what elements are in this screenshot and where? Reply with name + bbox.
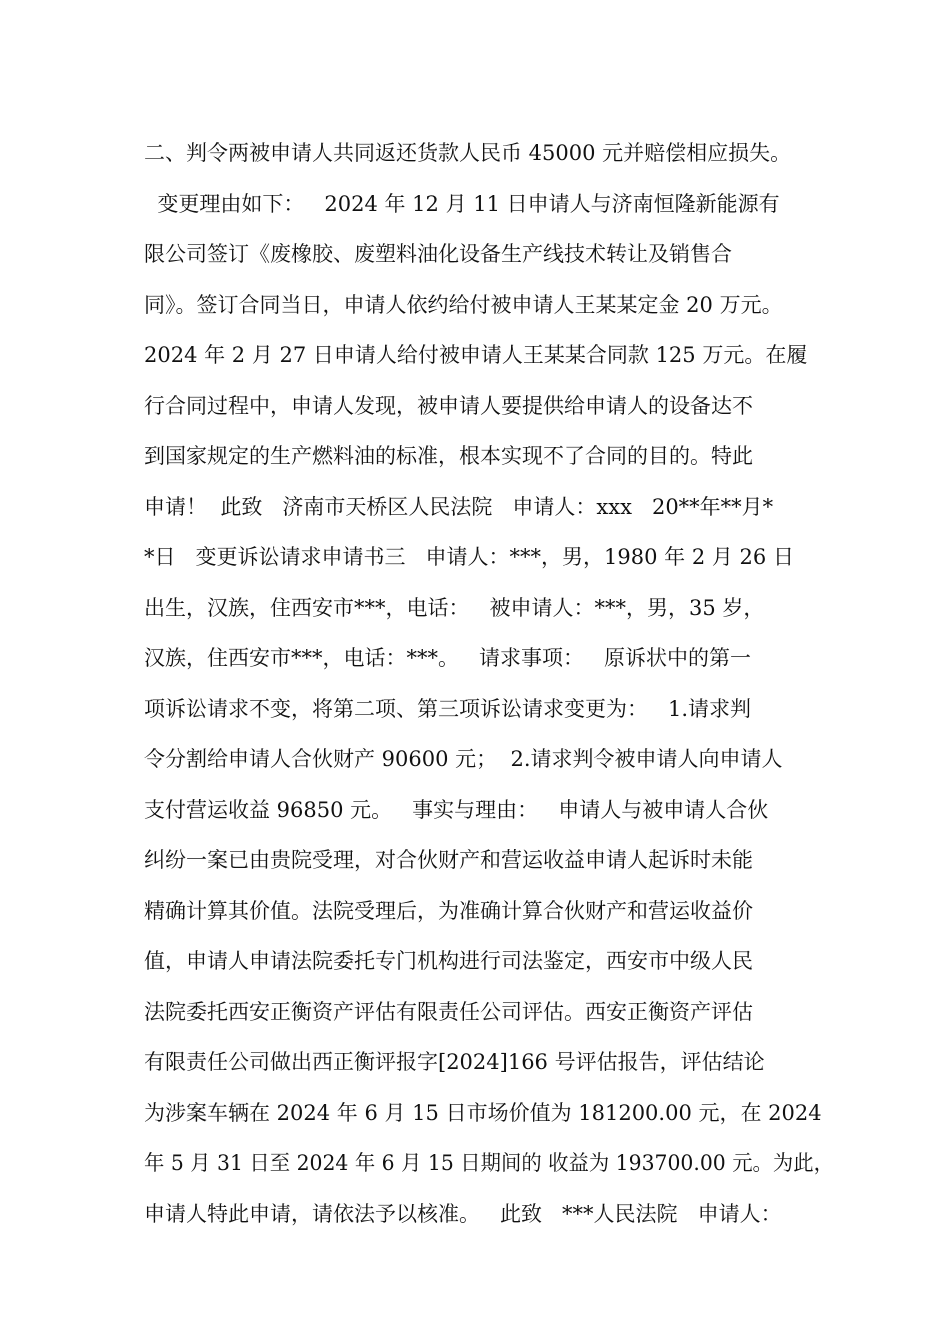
text-line-13: 令分割给申请人合伙财产 90600 元； 2.请求判令被申请人向申请人	[144, 747, 783, 771]
text-line-12: 项诉讼请求不变，将第二项、第三项诉讼请求变更为： 1.请求判	[144, 696, 752, 721]
text-line-1: 二、判令两被申请人共同返还货款人民币 45000 元并赔偿相应损失。	[144, 141, 792, 165]
text-line-10: 出生，汉族，住西安市***，电话： 被申请人：***，男，35 岁，	[144, 595, 765, 620]
text-line-5: 2024 年 2 月 27 日申请人给付被申请人王某某合同款 125 万元。在履	[144, 343, 808, 367]
text-line-9: *日 变更诉讼请求申请书三 申请人：***，男，1980 年 2 月 26 日	[144, 545, 794, 569]
text-line-22: 申请人特此申请，请依法予以核准。 此致 ***人民法院 申请人：	[144, 1201, 782, 1226]
text-line-11: 汉族，住西安市***，电话：***。 请求事项： 原诉状中的第一	[144, 646, 752, 670]
text-line-14: 支付营运收益 96850 元。 事实与理由： 申请人与被申请人合伙	[144, 797, 769, 822]
text-line-16: 精确计算其价值。法院受理后，为准确计算合伙财产和营运收益价	[144, 898, 753, 923]
text-line-18: 法院委托西安正衡资产评估有限责任公司评估。西安正衡资产评估	[144, 999, 753, 1024]
text-line-15: 纠纷一案已由贵院受理，对合伙财产和营运收益申请人起诉时未能	[144, 848, 753, 872]
text-line-8: 申请！ 此致 济南市天桥区人民法院 申请人：xxx 20**年**月*	[144, 494, 774, 519]
text-line-17: 值，申请人申请法院委托专门机构进行司法鉴定，西安市中级人民	[144, 949, 753, 973]
text-line-19: 有限责任公司做出西正衡评报字[2024]166 号评估报告，评估结论	[144, 1050, 765, 1074]
text-line-20: 为涉案车辆在 2024 年 6 月 15 日市场价值为 181200.00 元，在 2024	[144, 1100, 822, 1125]
text-line-2: 变更理由如下： 2024 年 12 月 11 日申请人与济南恒隆新能源有	[144, 191, 780, 216]
document-body	[144, 128, 834, 1239]
text-line-21: 年 5 月 31 日至 2024 年 6 月 15 日期间的 收益为 193700.00 元。为此，	[144, 1151, 834, 1175]
text-line-7: 到国家规定的生产燃料油的标准，根本实现不了合同的目的。特此	[144, 444, 753, 468]
text-line-6: 行合同过程中，申请人发现，被申请人要提供给申请人的设备达不	[144, 393, 753, 418]
text-line-3: 限公司签订《废橡胶、废塑料油化设备生产线技术转让及销售合	[144, 242, 732, 266]
text-line-4: 同》。签订合同当日，申请人依约给付被申请人王某某定金 20 万元。	[144, 292, 783, 317]
